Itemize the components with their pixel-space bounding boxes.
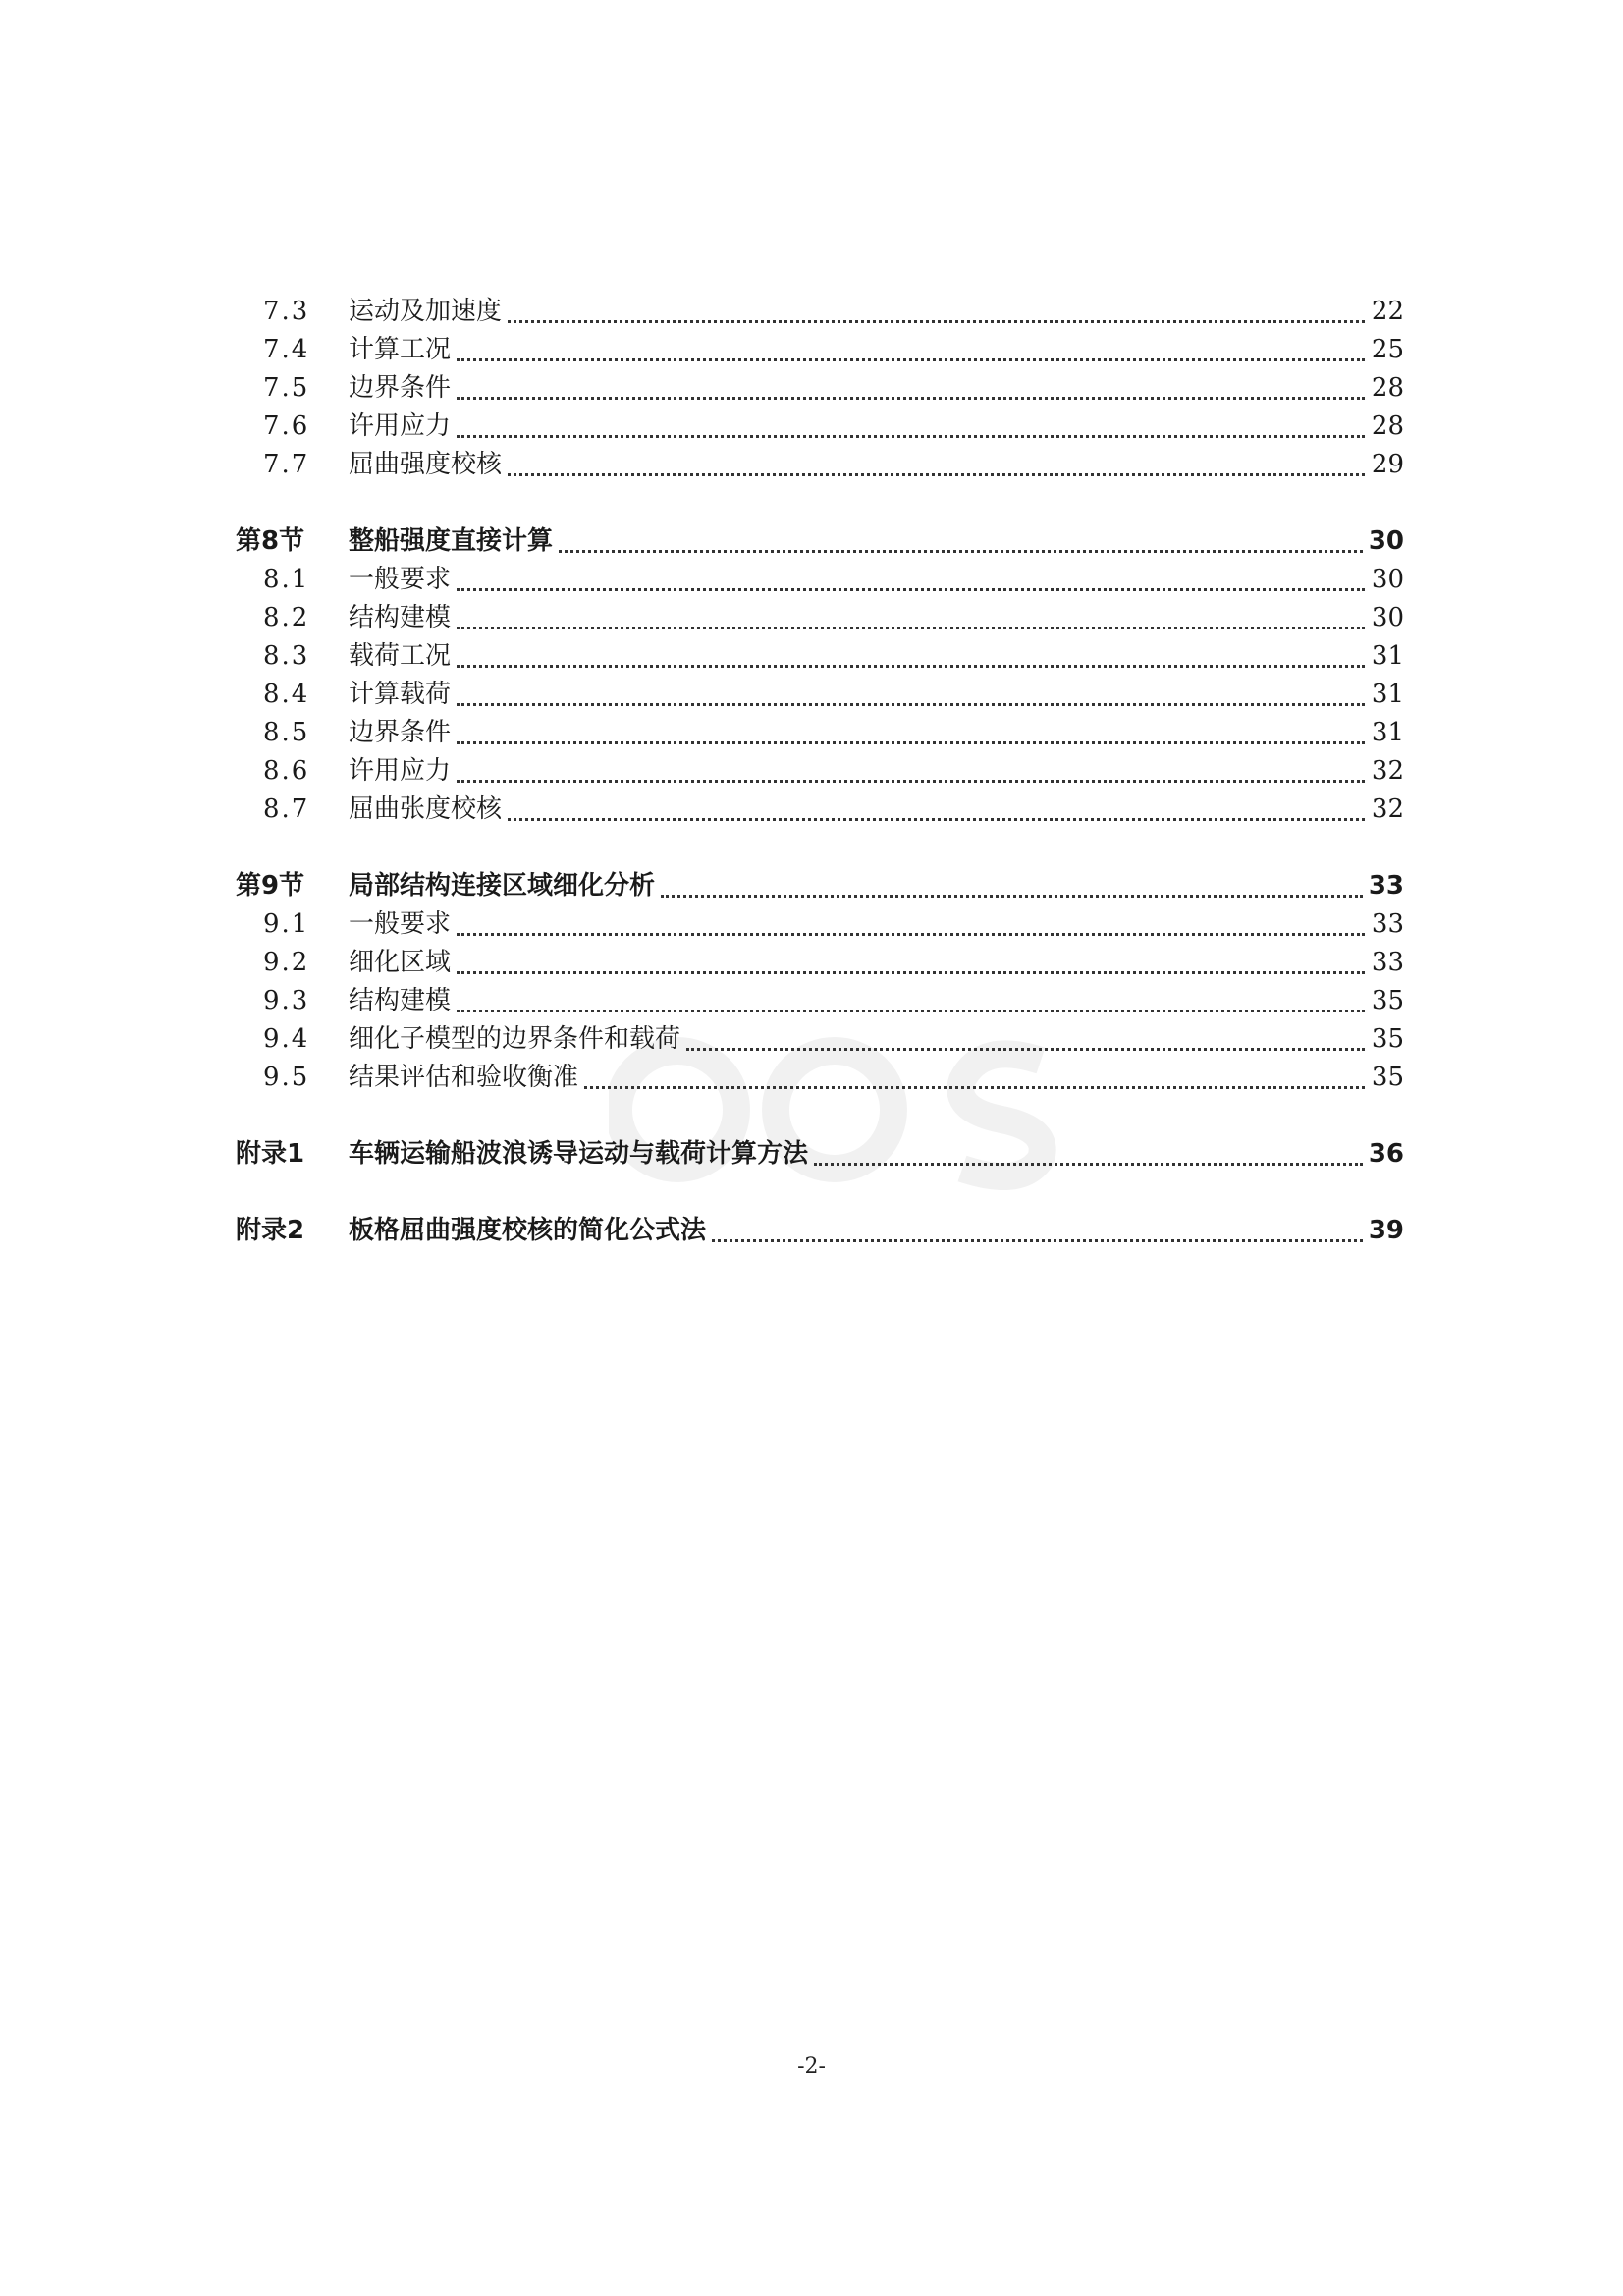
toc-dot-leader [686, 1048, 1365, 1051]
toc-entry-number: 7.5 [263, 373, 310, 403]
toc-entry-number: 7.3 [263, 297, 310, 326]
toc-dot-leader [559, 550, 1363, 553]
toc-entry-number: 7.6 [263, 411, 310, 441]
toc-dot-leader [457, 780, 1365, 783]
toc-entry-title: 运动及加速度 [349, 297, 503, 326]
toc-entry-number: 7.7 [263, 450, 310, 479]
toc-dot-leader [457, 358, 1365, 361]
toc-subsection-entry[interactable] [236, 561, 1404, 599]
toc-subsection-entry[interactable] [236, 408, 1404, 446]
toc-entry-number: 7.4 [263, 335, 310, 364]
toc-entry-number: 第9节 [236, 871, 305, 901]
toc-dot-leader [457, 933, 1365, 936]
toc-subsection-entry[interactable] [236, 752, 1404, 791]
toc-entry-number: 9.4 [263, 1024, 310, 1054]
toc-dot-leader [508, 473, 1365, 476]
toc-entry-title: 计算工况 [349, 335, 452, 364]
toc-entry-title: 细化子模型的边界条件和载荷 [349, 1024, 681, 1054]
toc-entry-title: 载荷工况 [349, 641, 452, 671]
toc-subsection-entry[interactable] [236, 944, 1404, 982]
toc-entry-number: 9.2 [263, 948, 310, 977]
toc-entry-page: 28 [1371, 373, 1404, 403]
toc-entry-page: 31 [1371, 641, 1404, 671]
toc-subsection-entry[interactable] [236, 1059, 1404, 1097]
toc-entry-page: 33 [1371, 948, 1404, 977]
toc-dot-leader [457, 741, 1365, 744]
toc-subsection-entry[interactable] [236, 637, 1404, 676]
toc-subsection-entry[interactable] [236, 599, 1404, 637]
toc-entry-page: 31 [1371, 680, 1404, 709]
toc-entry-number: 附录2 [236, 1216, 305, 1245]
toc-entry-number: 8.7 [263, 794, 310, 824]
toc-entry-page: 28 [1371, 411, 1404, 441]
toc-entry-title: 计算载荷 [349, 680, 452, 709]
toc-entry-title: 边界条件 [349, 718, 452, 747]
toc-entry-page: 39 [1368, 1216, 1404, 1245]
toc-entry-title: 结构建模 [349, 986, 452, 1015]
toc-dot-leader [457, 971, 1365, 974]
toc-entry-title: 屈曲张度校核 [349, 794, 503, 824]
toc-dot-leader [457, 665, 1365, 668]
toc-subsection-entry[interactable] [236, 446, 1404, 484]
toc-entry-page: 32 [1371, 756, 1404, 786]
toc-entry-page: 31 [1371, 718, 1404, 747]
toc-entry-number: 第8节 [236, 526, 305, 556]
toc-section-entry[interactable] [236, 1135, 1404, 1174]
toc-dot-leader [457, 435, 1365, 438]
toc-subsection-entry[interactable] [236, 905, 1404, 944]
toc-entry-title: 细化区域 [349, 948, 452, 977]
toc-entry-page: 30 [1368, 526, 1404, 556]
toc-dot-leader [661, 895, 1363, 898]
toc-entry-page: 33 [1368, 871, 1404, 901]
toc-dot-leader [457, 703, 1365, 706]
toc-entry-number: 8.6 [263, 756, 310, 786]
toc-entry-page: 22 [1371, 297, 1404, 326]
toc-entry-page: 33 [1371, 909, 1404, 939]
table-of-contents [236, 293, 1404, 1250]
toc-entry-title: 整船强度直接计算 [349, 526, 554, 556]
toc-entry-page: 35 [1371, 1063, 1404, 1092]
toc-entry-title: 边界条件 [349, 373, 452, 403]
toc-entry-page: 30 [1371, 565, 1404, 594]
toc-entry-number: 8.3 [263, 641, 310, 671]
toc-subsection-entry[interactable] [236, 293, 1404, 331]
toc-entry-page: 30 [1371, 603, 1404, 632]
toc-entry-number: 9.1 [263, 909, 310, 939]
toc-dot-leader [508, 320, 1365, 323]
toc-section-entry[interactable] [236, 522, 1404, 561]
toc-dot-leader [712, 1239, 1363, 1242]
toc-subsection-entry[interactable] [236, 676, 1404, 714]
toc-entry-title: 板格屈曲强度校核的简化公式法 [349, 1216, 707, 1245]
toc-subsection-entry[interactable] [236, 369, 1404, 408]
page-number: -2- [797, 2054, 826, 2079]
toc-entry-title: 结构建模 [349, 603, 452, 632]
toc-entry-page: 25 [1371, 335, 1404, 364]
toc-subsection-entry[interactable] [236, 791, 1404, 829]
toc-dot-leader [508, 818, 1365, 821]
toc-dot-leader [457, 1010, 1365, 1012]
toc-entry-title: 局部结构连接区域细化分析 [349, 871, 656, 901]
toc-dot-leader [457, 588, 1365, 591]
toc-entry-page: 32 [1371, 794, 1404, 824]
toc-entry-number: 附录1 [236, 1139, 305, 1169]
toc-entry-title: 许用应力 [349, 756, 452, 786]
toc-entry-page: 35 [1371, 1024, 1404, 1054]
toc-entry-title: 一般要求 [349, 909, 452, 939]
toc-dot-leader [457, 627, 1365, 629]
toc-entry-number: 8.1 [263, 565, 310, 594]
toc-section-entry[interactable] [236, 1212, 1404, 1250]
toc-dot-leader [457, 397, 1365, 400]
toc-entry-title: 结果评估和验收衡准 [349, 1063, 579, 1092]
toc-entry-number: 8.5 [263, 718, 310, 747]
toc-dot-leader [584, 1086, 1365, 1089]
toc-subsection-entry[interactable] [236, 714, 1404, 752]
toc-entry-title: 一般要求 [349, 565, 452, 594]
toc-section-entry[interactable] [236, 867, 1404, 905]
toc-subsection-entry[interactable] [236, 331, 1404, 369]
toc-entry-title: 屈曲强度校核 [349, 450, 503, 479]
toc-entry-number: 9.5 [263, 1063, 310, 1092]
toc-dot-leader [814, 1163, 1363, 1166]
toc-entry-number: 8.4 [263, 680, 310, 709]
toc-entry-title: 车辆运输船波浪诱导运动与载荷计算方法 [349, 1139, 809, 1169]
toc-subsection-entry[interactable] [236, 1020, 1404, 1059]
toc-subsection-entry[interactable] [236, 982, 1404, 1020]
toc-entry-page: 29 [1371, 450, 1404, 479]
toc-entry-title: 许用应力 [349, 411, 452, 441]
toc-entry-page: 35 [1371, 986, 1404, 1015]
toc-entry-number: 9.3 [263, 986, 310, 1015]
toc-entry-number: 8.2 [263, 603, 310, 632]
toc-entry-page: 36 [1368, 1139, 1404, 1169]
